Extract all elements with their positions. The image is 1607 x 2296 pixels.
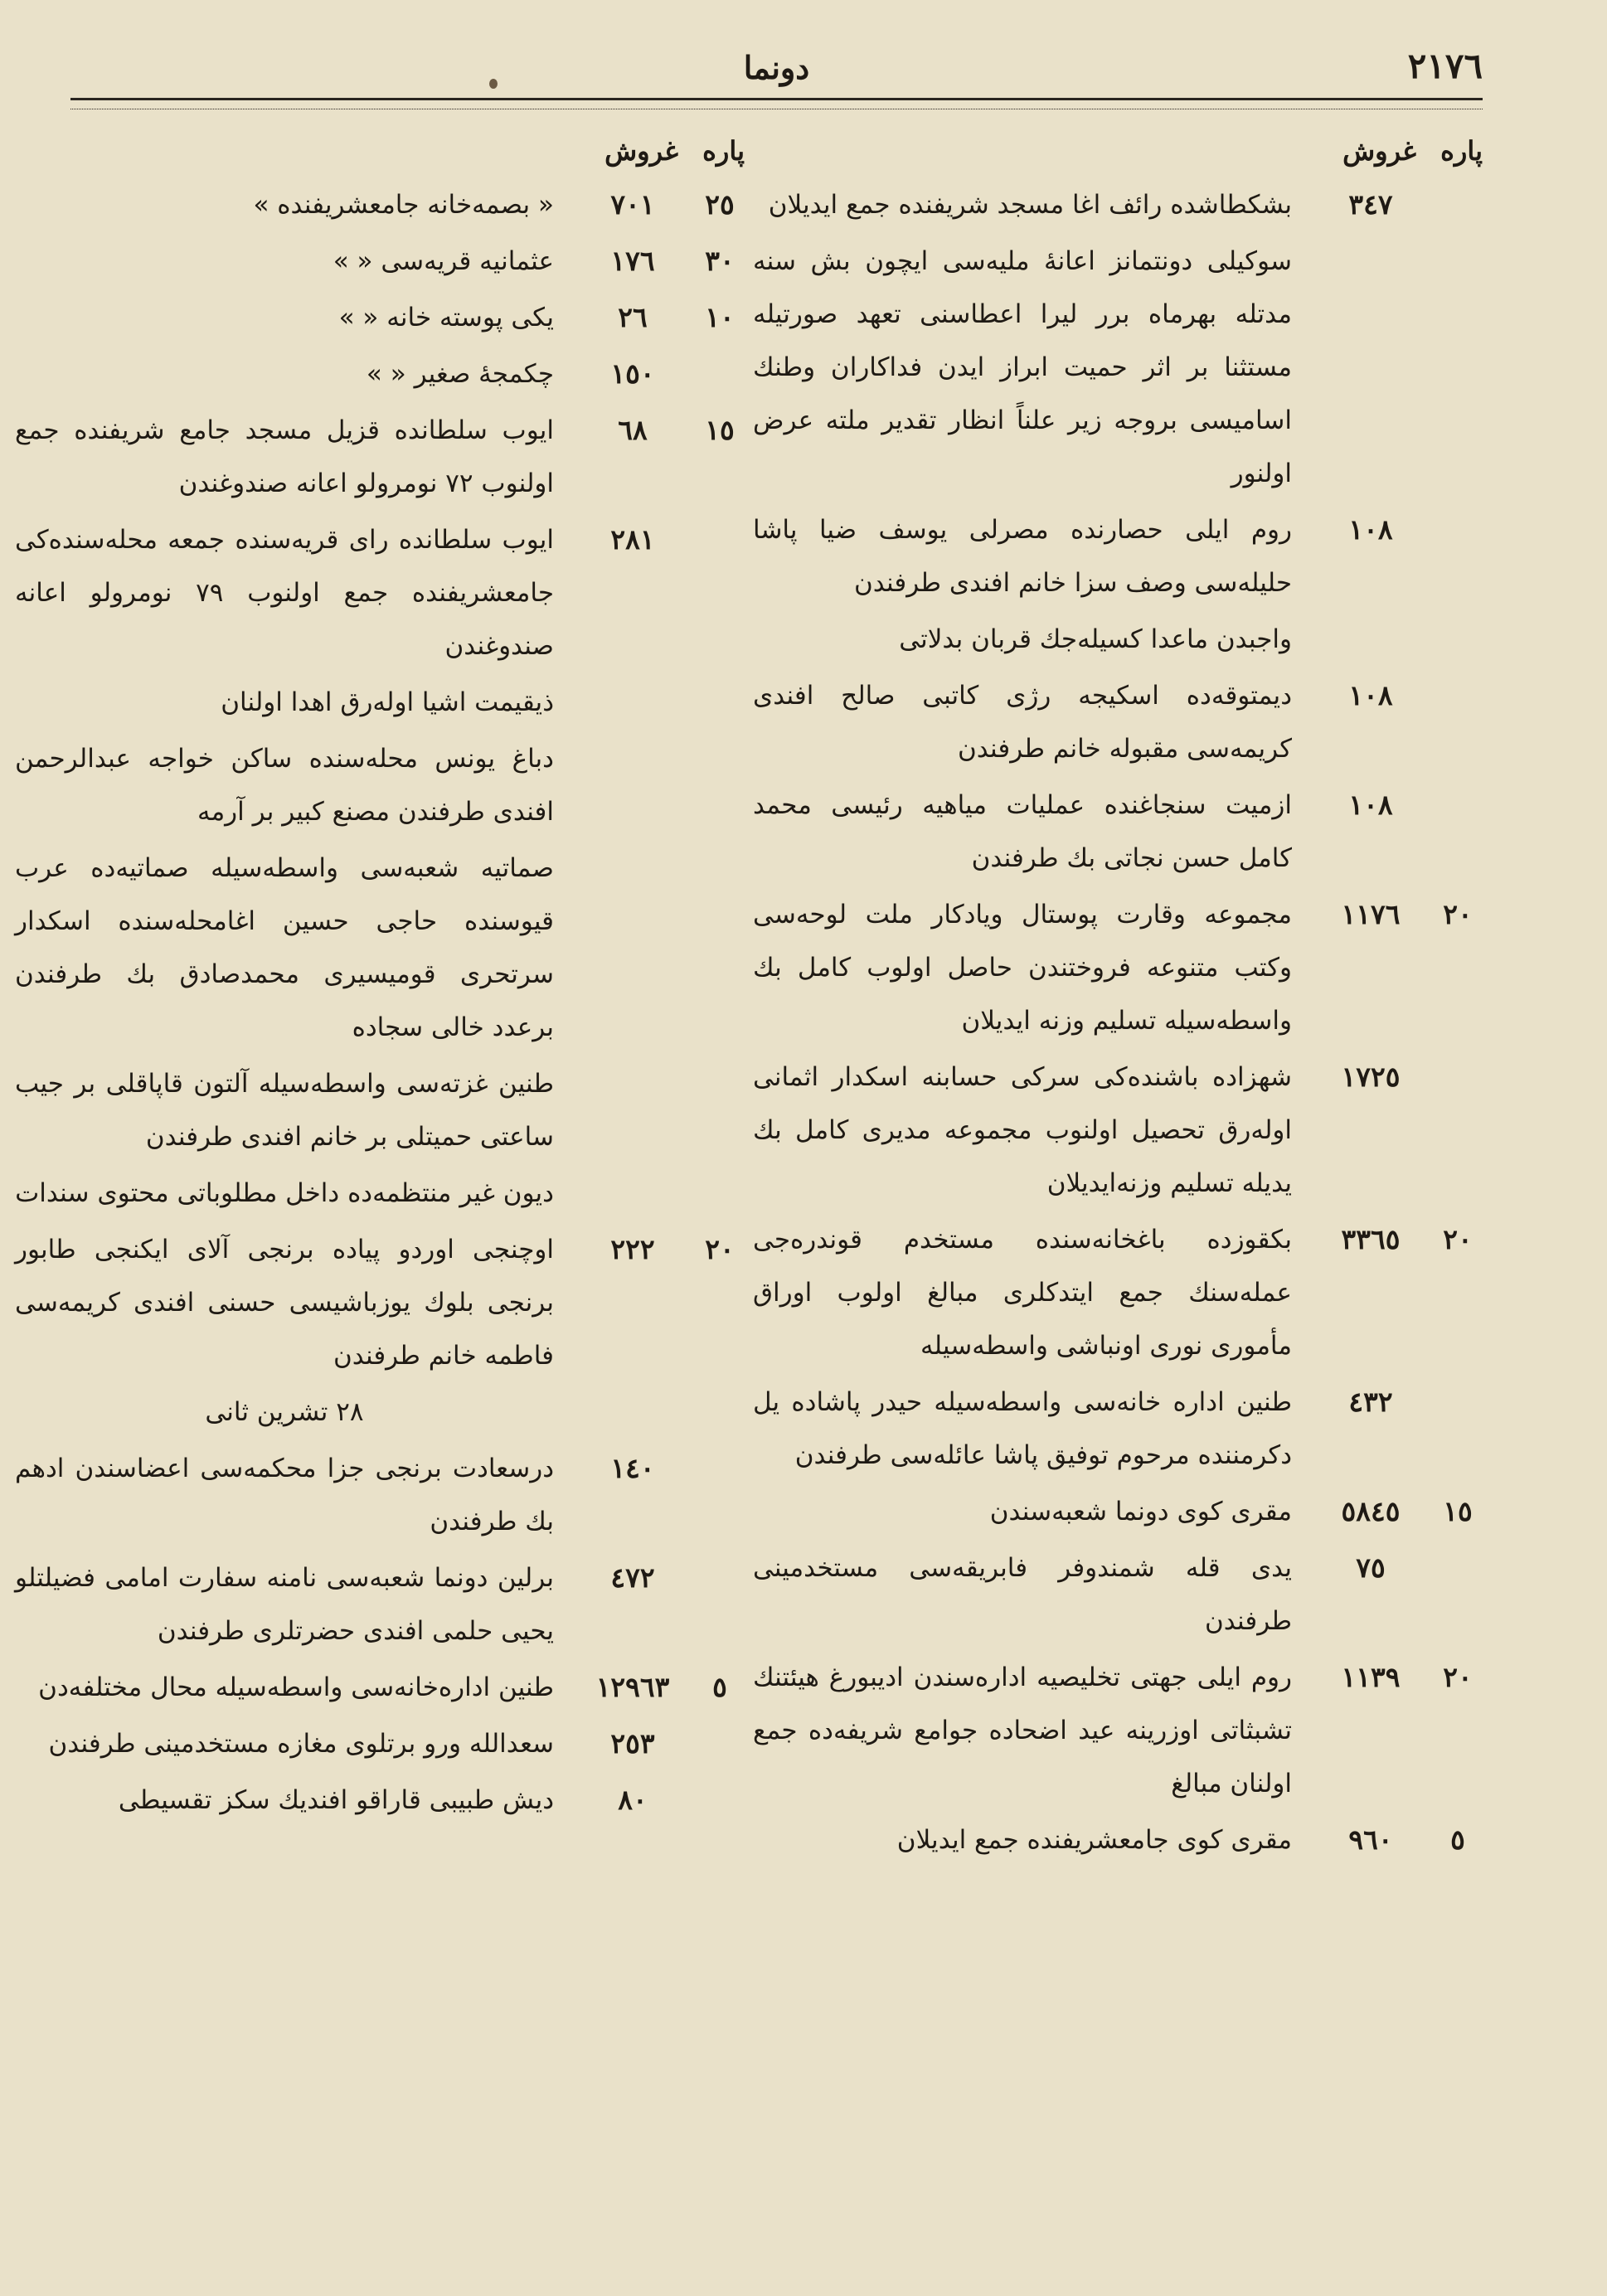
para-header: پاره (702, 135, 745, 167)
para-amount: ٢٠ (1443, 1223, 1473, 1255)
left-column (15, 120, 745, 1830)
running-title: دونما (743, 49, 810, 86)
entry-text: مجموعه وقارت پوستال ويادكار ملت لوحه‌سى وكتب متنوعه فروختندن حاصل اولوب كامل بك واسطه‌سيله تسليم وزنه ايديلان (753, 900, 1292, 1036)
entry-text: « بصمه‌خانه جامعشريفنده » (253, 190, 554, 220)
gurush-amount: ١٧٢٥ (1341, 1061, 1401, 1093)
ledger-entry (753, 1813, 1483, 1866)
gurush-amount: ٤٣٢ (1348, 1386, 1393, 1418)
ledger-entry (15, 1057, 745, 1163)
gurush-amount: ٣٤٧ (1348, 188, 1393, 221)
ledger-entry (753, 178, 1483, 231)
entry-text: طنين غزته‌سى واسطه‌سيله آلتون قاپاقلى بر جيب ساعتى حميتلى بر خانم افندى طرفندن (15, 1069, 554, 1152)
ledger-entry (15, 676, 745, 729)
gurush-amount: ٢٨١ (610, 523, 655, 556)
entry-text: مقرى كوى دونما شعبه‌سندن (989, 1497, 1292, 1527)
gurush-amount: ٢٢٢ (610, 1233, 655, 1265)
ledger-entry (753, 1051, 1483, 1210)
ledger-entry (753, 1541, 1483, 1648)
ledger-entry (15, 842, 745, 1054)
entry-text: يكى پوسته خانه « » (338, 303, 554, 333)
gurush-amount: ٢٥٣ (610, 1727, 655, 1760)
page-header (70, 46, 1483, 95)
header-rule (70, 98, 1483, 109)
right-column (753, 120, 1483, 1870)
gurush-amount: ٣٣٦٥ (1341, 1223, 1401, 1255)
gurush-amount: ١٤٠ (610, 1452, 655, 1484)
entry-text: سوكيلى دونتمانز اعانۀ مليه‌سى ايچون بش سنه مدتله بهرماه برر ليرا اعطاسنى تعهد صورتيله مستثنا بر اثر حميت ابراز ايدن فداكاران وطنك اساميسى بروجه زير علناً انظار تقدير ملته عرض اولنور (753, 246, 1292, 488)
ledger-entry (15, 404, 745, 510)
entry-text: چكمجۀ صغير « » (366, 359, 554, 389)
ledger-entry (753, 1651, 1483, 1810)
entry-text: ديش طبيبى قاراقو افنديك سكز تقسيطى (118, 1785, 554, 1815)
entry-text: يدى قله شمندوفر فابريقه‌سى مستخدمينى طرفندن (753, 1553, 1292, 1636)
gurush-amount: ١٠٨ (1348, 679, 1393, 711)
para-amount: ٥ (712, 1671, 727, 1703)
ledger-entry (753, 235, 1483, 500)
para-amount: ٢٠ (1443, 898, 1473, 930)
gurush-amount: ٥٨٤٥ (1341, 1495, 1401, 1527)
entry-text: ازميت سنجاغنده عمليات مياهيه رئيسى محمد كامل حسن نجاتى بك طرفندن (753, 790, 1292, 873)
entry-text: طنين اداره‌خانه‌سى واسطه‌سيله محال مختلفه‌دن (38, 1672, 554, 1702)
ledger-entry (15, 1442, 745, 1548)
gurush-amount: ٧٥ (1356, 1551, 1386, 1584)
para-amount: ٢٠ (1443, 1661, 1473, 1693)
ledger-entry (753, 888, 1483, 1047)
entry-text: درسعادت برنجى جزا محكمه‌سى اعضاسندن ادهم بك طرفندن (15, 1454, 554, 1536)
para-amount: ١٥ (705, 414, 735, 446)
entry-text: اوچنجى اوردو پياده برنجى آلاى ايكنجى طابور برنجى بلوك يوزباشيسى حسنى افندى كريمه‌سى فاطمه خانم طرفندن (15, 1235, 554, 1371)
para-amount: ٣٠ (705, 245, 735, 277)
para-amount: ٢٠ (705, 1233, 735, 1265)
gurush-amount: ١٠٨ (1348, 789, 1393, 821)
gurush-header: غروش (1342, 135, 1416, 167)
ledger-entry (15, 1167, 745, 1220)
ledger-entry (753, 779, 1483, 885)
gurush-amount: ٩٦٠ (1348, 1823, 1393, 1856)
ledger-entry (753, 1213, 1483, 1372)
para-amount: ١٥ (1443, 1495, 1473, 1527)
entry-text: ذيقيمت اشيا اوله‌رق اهدا اولنان (221, 687, 554, 717)
ledger-entry (15, 1551, 745, 1658)
ledger-entry (15, 235, 745, 288)
ledger-entry (15, 1386, 745, 1439)
gurush-amount: ٤٧٢ (610, 1561, 655, 1594)
gurush-amount: ١٢٩٦٣ (595, 1671, 670, 1703)
ledger-entry (15, 291, 745, 344)
gurush-amount: ١١٣٩ (1341, 1661, 1401, 1693)
gurush-amount: ٧٠١ (610, 188, 655, 221)
gurush-amount: ٦٨ (618, 414, 648, 446)
para-amount: ١٠ (705, 301, 735, 333)
gurush-header: غروش (604, 135, 678, 167)
gurush-amount: ٨٠ (618, 1784, 648, 1816)
ledger-entry (753, 503, 1483, 609)
para-header: پاره (1440, 135, 1483, 167)
ledger-entry (15, 1774, 745, 1827)
entry-text: شهزاده باشنده‌كى سركى حسابنه اسكدار اثمانى اوله‌رق تحصيل اولنوب مجموعه مديرى كامل بك يديله تسليم وزنه‌ايديلان (753, 1062, 1292, 1198)
para-amount: ٢٥ (705, 188, 735, 221)
page-number: ٢١٧٦ (1407, 46, 1483, 86)
ink-spot (489, 79, 498, 89)
ledger-entry (753, 1376, 1483, 1482)
entry-text: بشكطاشده رائف اغا مسجد شريفنده جمع ايديلان (768, 190, 1292, 220)
ledger-entry (15, 178, 745, 231)
ledger-entry (753, 613, 1483, 666)
entry-text: عثمانيه قريه‌سى « » (333, 246, 554, 276)
para-amount: ٥ (1450, 1823, 1465, 1856)
gurush-amount: ١٧٦ (610, 245, 655, 277)
entry-text: روم ايلى جهتى تخليصيه اداره‌سندن اديبورغ هيئتنك تشبثاتى اوزرينه عيد اضحاده جوامع شريفه‌ده جمع اولنان مبالغ (753, 1663, 1292, 1798)
entry-text: سعدالله ورو برتلوى مغازه مستخدمينى طرفندن (48, 1729, 554, 1759)
entry-text: واجبدن ماعدا كسيله‌جك قربان بدلاتى (899, 624, 1292, 654)
gurush-amount: ٢٦ (618, 301, 648, 333)
ledger-entry (15, 513, 745, 672)
entry-text: صماتيه شعبه‌سى واسطه‌سيله صماتيه‌ده عرب قيوسنده حاجى حسين اغامحله‌سنده اسكدار سرتحرى قوميسيرى محمدصادق بك طرفندن برعدد خالى سجاده (15, 853, 554, 1042)
entry-text: طنين اداره خانه‌سى واسطه‌سيله حيدر پاشاده يل دكرمننده مرحوم توفيق پاشا عائله‌سى طرفندن (753, 1387, 1292, 1470)
column-header (753, 120, 1483, 178)
entry-text: بكقوزده باغخانه‌سنده مستخدم قوندره‌جى عمله‌سنك جمع ايتدكلرى مبالغ اولوب اوراق مأمورى نورى اونباشى واسطه‌سيله (753, 1225, 1292, 1361)
entry-text: ايوب سلطانده قزيل مسجد جامع شريفنده جمع اولنوب ٧٢ نومرولو اعانه صندوغندن (15, 415, 554, 498)
gurush-amount: ١٠٨ (1348, 513, 1393, 546)
entry-text: روم ايلى حصارنده مصرلى يوسف ضيا پاشا حليله‌سى وصف سزا خانم افندى طرفندن (753, 515, 1292, 598)
ledger-entry (15, 1661, 745, 1714)
ledger-entry (753, 1485, 1483, 1538)
gurush-amount: ١٥٠ (610, 357, 655, 390)
entry-text: برلين دونما شعبه‌سى نامنه سفارت امامى فضيلتلو يحيى حلمى افندى حضرتلرى طرفندن (15, 1563, 554, 1646)
ledger-entry (15, 732, 745, 838)
entry-text: مقرى كوى جامعشريفنده جمع ايديلان (896, 1825, 1292, 1855)
column-header (15, 120, 745, 178)
date-line: ٢٨ تشرين ثانى (205, 1397, 364, 1427)
entry-text: ايوب سلطانده راى قريه‌سنده جمعه محله‌سنده‌كى جامعشريفنده جمع اولنوب ٧٩ نومرولو اعانه صندوغندن (15, 525, 554, 661)
entry-text: ديون غير منتظمه‌ده داخل مطلوباتى محتوى سندات (15, 1178, 554, 1208)
entry-text: دباغ يونس محله‌سنده ساكن خواجه عبدالرحمن افندى طرفندن مصنع كبير بر آرمه (15, 744, 554, 827)
ledger-entry (15, 1223, 745, 1382)
gurush-amount: ١١٧٦ (1341, 898, 1401, 930)
ledger-entry (15, 347, 745, 400)
ledger-entry (15, 1717, 745, 1770)
entry-text: ديمتوقه‌ده اسكيجه رژى كاتبى صالح افندى كريمه‌سى مقبوله خانم طرفندن (753, 681, 1292, 764)
ledger-entry (753, 669, 1483, 775)
